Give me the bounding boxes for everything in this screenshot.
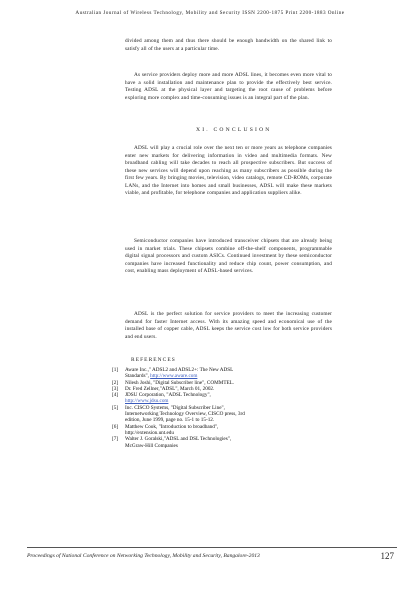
reference-number: [5] xyxy=(112,404,119,411)
reference-number: [4] xyxy=(112,392,119,399)
reference-number: [2] xyxy=(112,379,119,386)
reference-list xyxy=(112,367,332,449)
reference-link[interactable]: http://www.jdsu.com xyxy=(125,398,169,405)
footer-divider xyxy=(27,547,397,548)
paragraph-conclusion-1: ADSL will play a crucial role over the next ten or more years as telephone companies enter new markets for delivering information in video and multimedia formats. New broadband cabling will take decades to reach all prospective subscribers. But success of these new services will depend upon reaching as many subscribers as possible during the first few years. By bringing movies, television, video catalogs, remote CD-ROMs, corporate LANs, and the Internet into homes and small businesses, ADSL will make these markets viable, and profitable, for telephone companies and application suppliers alike. xyxy=(125,145,332,196)
conclusion-heading: XI. CONCLUSION xyxy=(196,127,272,133)
reference-text: Internetworking Technology Overview, CISCO press, 3rd xyxy=(125,411,245,418)
reference-link[interactable]: http://www.aware.com xyxy=(150,373,198,380)
running-head: Australian Journal of Wireless Technology, Mobility and Security ISSN 2200-1875 Print 2200-1883 Online xyxy=(75,10,345,16)
reference-text: Walter J. Goralski,"ADSL and DSL Technologies", xyxy=(125,436,232,443)
reference-text: Dr. Fred Zellner,"ADSL", March 01, 2002. xyxy=(125,385,215,392)
reference-text: Standards", xyxy=(125,373,151,380)
reference-text: Inc. CISCO Systems, "Digital Subscriber Line", xyxy=(125,404,225,411)
reference-text: McGraw-Hill Companies xyxy=(125,442,178,449)
reference-item xyxy=(112,367,332,380)
references-heading: REFERENCES xyxy=(131,357,176,363)
reference-number: [1] xyxy=(112,367,119,373)
page-number: 127 xyxy=(380,551,394,561)
reference-item xyxy=(112,424,332,437)
reference-item xyxy=(112,405,332,424)
reference-item xyxy=(112,392,332,405)
reference-text: Nilesh Joshi, "Digital Subscriber line", COMMTEL. xyxy=(125,379,235,386)
reference-text: edition, June 1999, page no. 15-1 to 15-12. xyxy=(125,417,215,424)
reference-number: [3] xyxy=(112,385,119,392)
footer-proceedings: Proceedings of National Conference on Networking Technology, Mobility and Security, Bangalore-2013 xyxy=(27,553,260,559)
paragraph-conclusion-2: Semiconductor companies have introduced transceiver chipsets that are already being used in market trials. These chipsets combine off-the-shelf components, programmable digital signal processors and custom ASICs. Continued investment by these semiconductor companies have increased functionality and reduce chip count, power consumption, and cost, enabling mass deployment of ADSL-based services. xyxy=(125,238,332,274)
paragraph-service-providers: As service providers deploy more and more ADSL lines, it becomes even more vital to have a solid installation and maintenance plan to provide the effectively best service. Testing ADSL at the physical layer and targeting the root cause of problems before exploring more complex and time-consuming issues is an integral part of the plan. xyxy=(125,72,332,101)
reference-item xyxy=(112,436,332,449)
reference-number: [7] xyxy=(112,436,119,443)
reference-text: Aware Inc.," ADSL2 and ADSL2+: The New ADSL xyxy=(125,367,234,373)
paragraph-conclusion-3: ADSL is the perfect solution for service providers to meet the increasing customer demand for faster Internet access. With its amazing speed and economical use of the installed base of copper cable, ADSL keeps the service cost low for both service providers and end users. xyxy=(125,311,332,340)
reference-text: Matthew Cook, "Introduction to broadband", xyxy=(125,423,219,430)
reference-text: JDSU Corporation, "ADSL Technology", xyxy=(125,392,211,399)
reference-text: http://extension.unt.edu xyxy=(125,429,174,436)
reference-number: [6] xyxy=(112,423,119,430)
paragraph-continued: divided among them and thus there should be enough bandwidth on the shared link to satisfy all of the users at a particular time. xyxy=(125,38,332,52)
